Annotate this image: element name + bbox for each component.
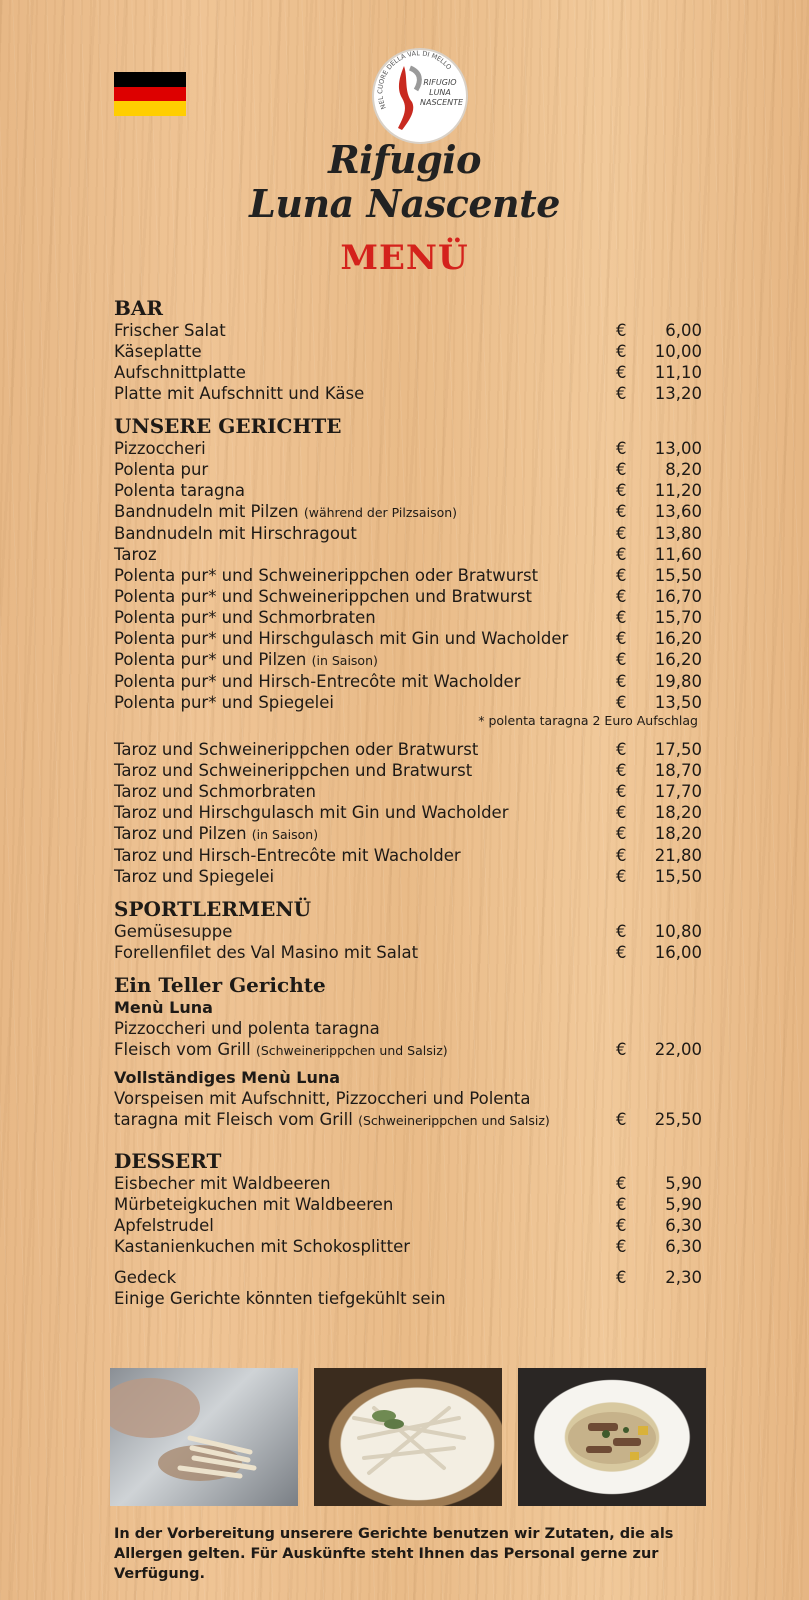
menu-item-price: 13,50 (654, 693, 702, 712)
euro-sign: € (616, 803, 627, 822)
menu-item-price: 18,20 (654, 803, 702, 822)
menu-item-name: Eisbecher mit Waldbeeren (114, 1174, 331, 1193)
menu-item-name: Mürbeteigkuchen mit Waldbeeren (114, 1195, 394, 1214)
euro-sign: € (616, 693, 627, 712)
gedeck-row (114, 1267, 702, 1288)
logo-arc-text: NEL CUORE DELLA VAL DI MELLO (376, 50, 453, 111)
euro-sign: € (616, 740, 627, 759)
euro-sign: € (616, 922, 627, 941)
euro-sign: € (616, 1237, 627, 1256)
menu-item-price: 11,20 (654, 481, 702, 500)
bar-list (114, 320, 702, 404)
menu-item-name: Taroz und Spiegelei (114, 867, 275, 886)
euro-sign: € (616, 502, 627, 521)
euro-sign: € (616, 460, 627, 479)
euro-sign: € (616, 321, 627, 340)
euro-sign: € (616, 1216, 627, 1235)
menu-item-name: Taroz und Pilzen (114, 824, 247, 843)
menu-luna-line: Fleisch vom Grill (114, 1040, 251, 1059)
menu-item-name: Bandnudeln mit Pilzen (114, 502, 299, 521)
menu-item-name: Kastanienkuchen mit Schokosplitter (114, 1237, 411, 1256)
photo-strip (110, 1368, 706, 1506)
euro-sign: € (616, 608, 627, 627)
menu-luna-line: Pizzoccheri und polenta taragna (114, 1019, 380, 1038)
menu-item-note: (in Saison) (311, 653, 378, 668)
menu-item-price: 15,50 (654, 867, 702, 886)
menu-item-row (114, 781, 702, 802)
sport-list (114, 921, 702, 963)
menu-item-row (114, 383, 702, 404)
section-heading-dessert: DESSERT (114, 1149, 222, 1173)
menu-item-name: Bandnudeln mit Hirschragout (114, 524, 357, 543)
menu-item-price: 6,30 (665, 1237, 702, 1256)
euro-sign: € (616, 672, 627, 691)
menu-item-row (114, 845, 702, 866)
logo-text (420, 78, 464, 108)
menu-title: MENÜ (340, 238, 469, 278)
menu-item-name: Taroz und Schmorbraten (114, 782, 316, 801)
section-heading-bar: BAR (114, 296, 164, 320)
menu-item-name: Taroz und Schweinerippchen und Bratwurst (114, 761, 473, 780)
euro-sign: € (616, 846, 627, 865)
menu-item-row (114, 320, 702, 341)
menu-item-row (114, 459, 702, 480)
menu-item-price: 13,00 (654, 439, 702, 458)
euro-sign: € (616, 363, 627, 382)
euro-sign: € (616, 782, 627, 801)
menu-item-price: 16,20 (654, 629, 702, 648)
menu-item-row (114, 1215, 702, 1236)
menu-item-price: 17,70 (654, 782, 702, 801)
menu-item-name: Polenta pur* und Schmorbraten (114, 608, 376, 627)
menu-item-row (114, 692, 702, 713)
menu-item-name: Polenta pur* und Spiegelei (114, 693, 334, 712)
gedeck-price: 2,30 (665, 1268, 702, 1287)
menu-item-name: Platte mit Aufschnitt und Käse (114, 384, 365, 403)
menu-item-price: 16,70 (654, 587, 702, 606)
menu-luna-title: Menù Luna (114, 998, 213, 1017)
menu-item-name: Pizzoccheri (114, 439, 206, 458)
title-line-2: Luna Nascente (249, 181, 560, 226)
menu-luna-full-line: taragna mit Fleisch vom Grill (114, 1110, 353, 1129)
menu-luna-full-row (114, 1109, 702, 1131)
polenta-footnote: * polenta taragna 2 Euro Aufschlag (478, 713, 698, 728)
euro-sign: € (616, 824, 627, 843)
menu-item-name: Taroz (114, 545, 157, 564)
dessert-list (114, 1173, 702, 1257)
menu-item-price: 16,20 (654, 650, 702, 669)
menu-item-price: 19,80 (654, 672, 702, 691)
menu-item-row (114, 544, 702, 565)
euro-sign: € (616, 524, 627, 543)
menu-item-price: 11,10 (654, 363, 702, 382)
menu-luna-note: (Schweinerippchen und Salsiz) (255, 1043, 448, 1058)
menu-luna-full-note: (Schweinerippchen und Salsiz) (358, 1113, 550, 1128)
logo-line: NASCENTE (420, 98, 464, 107)
menu-item-price: 6,30 (665, 1216, 702, 1235)
menu-item-row (114, 565, 702, 586)
section-heading-gerichte: UNSERE GERICHTE (114, 414, 342, 438)
menu-item-name: Polenta pur* und Pilzen (114, 650, 307, 669)
menu-item-price: 5,90 (665, 1195, 702, 1214)
menu-item-row (114, 1236, 702, 1257)
taroz-list (114, 739, 702, 887)
allergen-notice: In der Vorbereitung unserere Gerichte benutzen wir Zutaten, die als Allergen gelten. Für Auskünfte steht Ihnen das Personal gerne zur Verfügung. (114, 1526, 674, 1582)
logo-line: LUNA (429, 88, 451, 97)
euro-sign: € (616, 545, 627, 564)
menu-item-name: Polenta pur* und Hirsch-Entrecôte mit Wacholder (114, 672, 521, 691)
title-line-1: Rifugio (328, 137, 481, 182)
menu-item-row (114, 607, 702, 628)
menu-item-price: 17,50 (654, 740, 702, 759)
menu-item-row (114, 1194, 702, 1215)
menu-item-row (114, 739, 702, 760)
menu-item-row (114, 362, 702, 383)
menu-item-price: 15,70 (654, 608, 702, 627)
menu-item-row (114, 649, 702, 671)
menu-item-row (114, 586, 702, 607)
menu-item-name: Polenta pur* und Schweinerippchen oder Bratwurst (114, 566, 539, 585)
euro-sign: € (616, 384, 627, 403)
euro-sign: € (616, 481, 627, 500)
menu-item-name: Frischer Salat (114, 321, 226, 340)
menu-item-name: Polenta taragna (114, 481, 245, 500)
menu-item-price: 18,20 (654, 824, 702, 843)
menu-item-name: Polenta pur* und Hirschgulasch mit Gin und Wacholder (114, 629, 569, 648)
menu-item-name: Käseplatte (114, 342, 202, 361)
euro-sign: € (616, 1174, 627, 1193)
fresh-pasta-bowl-photo (314, 1368, 502, 1506)
menu-item-row (114, 760, 702, 781)
menu-item-name: Apfelstrudel (114, 1216, 214, 1235)
euro-sign: € (616, 439, 627, 458)
menu-item-row (114, 866, 702, 887)
menu-item-note: (während der Pilzsaison) (303, 505, 458, 520)
menu-item-name: Gemüsesuppe (114, 922, 233, 941)
menu-item-name: Aufschnittplatte (114, 363, 246, 382)
menu-item-price: 10,80 (654, 922, 702, 941)
menu-item-row (114, 438, 702, 459)
menu-item-name: Taroz und Hirschgulasch mit Gin und Wacholder (114, 803, 509, 822)
euro-sign: € (616, 1268, 627, 1287)
menu-item-row (114, 1173, 702, 1194)
menu-item-price: 18,70 (654, 761, 702, 780)
euro-sign: € (616, 1195, 627, 1214)
menu-item-price: 13,60 (654, 502, 702, 521)
menu-item-price: 5,90 (665, 1174, 702, 1193)
meat-stew-plate-photo (518, 1368, 706, 1506)
euro-sign: € (616, 1040, 627, 1059)
menu-item-row (114, 942, 702, 963)
menu-item-row (114, 921, 702, 942)
section-heading-sport: SPORTLERMENÜ (114, 897, 312, 921)
menu-luna-full-line: Vorspeisen mit Aufschnitt, Pizzoccheri und Polenta (114, 1089, 531, 1108)
menu-item-price: 15,50 (654, 566, 702, 585)
menu-item-price: 6,00 (665, 321, 702, 340)
euro-sign: € (616, 867, 627, 886)
menu-item-row (114, 802, 702, 823)
menu-item-price: 13,80 (654, 524, 702, 543)
euro-sign: € (616, 650, 627, 669)
menu-luna-price: 22,00 (654, 1040, 702, 1059)
menu-item-row (114, 523, 702, 544)
euro-sign: € (616, 943, 627, 962)
pasta-making-hands-photo (110, 1368, 298, 1506)
logo-line: RIFUGIO (423, 78, 457, 87)
euro-sign: € (616, 1110, 627, 1129)
menu-content (114, 296, 702, 1309)
menu-item-row (114, 823, 702, 845)
restaurant-name (0, 138, 809, 226)
menu-item-name: Polenta pur (114, 460, 209, 479)
menu-item-row (114, 628, 702, 649)
menu-item-row (114, 341, 702, 362)
menu-item-price: 13,20 (654, 384, 702, 403)
frozen-note: Einige Gerichte könnten tiefgekühlt sein (114, 1289, 446, 1308)
euro-sign: € (616, 342, 627, 361)
menu-item-name: Taroz und Hirsch-Entrecôte mit Wacholder (114, 846, 461, 865)
german-flag-icon (114, 72, 186, 116)
menu-item-price: 10,00 (654, 342, 702, 361)
restaurant-logo (372, 48, 468, 144)
menu-luna-full-title: Vollständiges Menù Luna (114, 1068, 341, 1087)
euro-sign: € (616, 761, 627, 780)
euro-sign: € (616, 566, 627, 585)
menu-item-row (114, 671, 702, 692)
menu-luna-row (114, 1039, 702, 1061)
section-heading-teller: Ein Teller Gerichte (114, 973, 326, 997)
menu-item-price: 21,80 (654, 846, 702, 865)
menu-item-price: 8,20 (665, 460, 702, 479)
menu-item-name: Forellenfilet des Val Masino mit Salat (114, 943, 419, 962)
menu-item-row (114, 480, 702, 501)
menu-item-name: Taroz und Schweinerippchen oder Bratwurst (114, 740, 479, 759)
euro-sign: € (616, 629, 627, 648)
gedeck-name: Gedeck (114, 1268, 177, 1287)
gerichte-list (114, 438, 702, 713)
menu-item-price: 11,60 (654, 545, 702, 564)
euro-sign: € (616, 587, 627, 606)
menu-item-price: 16,00 (654, 943, 702, 962)
menu-luna-full-price: 25,50 (654, 1110, 702, 1129)
menu-item-name: Polenta pur* und Schweinerippchen und Bratwurst (114, 587, 532, 606)
menu-item-note: (in Saison) (251, 827, 319, 842)
menu-item-row (114, 501, 702, 523)
